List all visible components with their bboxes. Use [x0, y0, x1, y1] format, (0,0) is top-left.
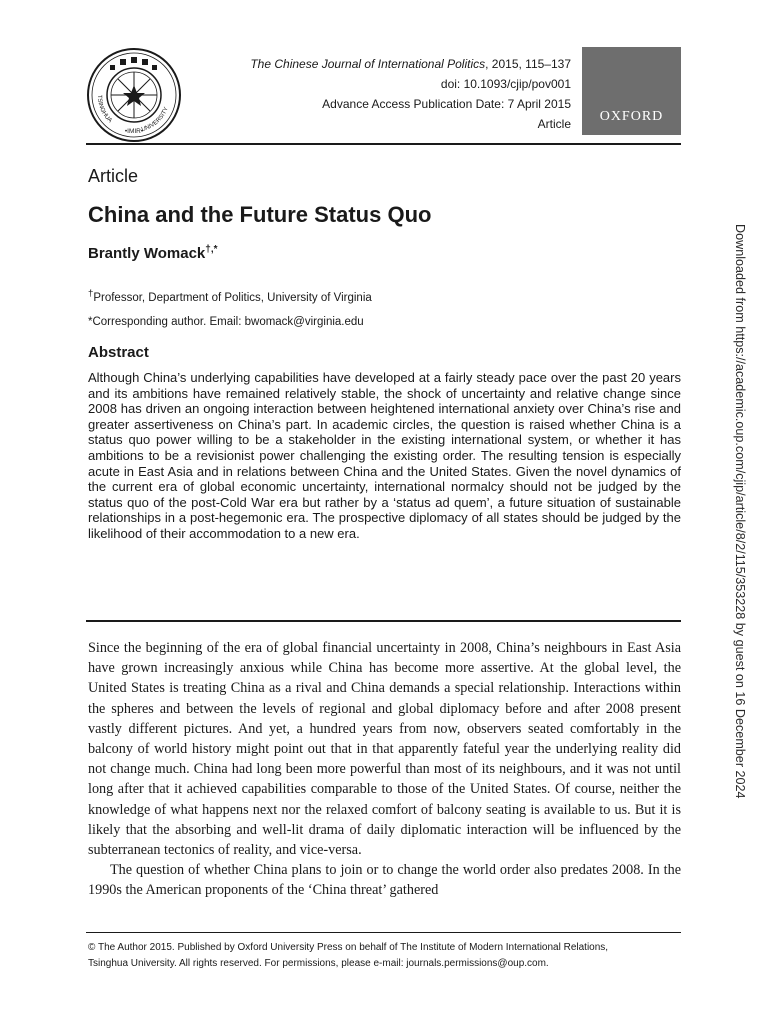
doi[interactable]: doi: 10.1093/cjip/pov001	[440, 77, 571, 91]
affiliation-mark: †	[88, 288, 94, 299]
author-name-text: Brantly Womack	[88, 245, 206, 262]
article-type: Article	[537, 117, 571, 131]
journal-title: The Chinese Journal of International Politics	[250, 57, 486, 71]
header-divider	[86, 143, 681, 145]
journal-citation	[190, 54, 571, 74]
tsinghua-seal-logo	[86, 47, 182, 143]
abstract-heading: Abstract	[88, 344, 149, 361]
corresponding-author: *Corresponding author. Email: bwomack@virginia.edu	[88, 316, 364, 328]
author-marks: †,*	[205, 244, 218, 255]
svg-text:TSINGHUA: TSINGHUA	[95, 94, 113, 125]
footer-divider	[86, 932, 681, 933]
advance-access-date: Advance Access Publication Date: 7 April 2015	[322, 97, 571, 111]
abstract-divider	[86, 620, 681, 622]
copyright-line-1: © The Author 2015. Published by Oxford University Press on behalf of The Institute of Modern International Relations,	[88, 942, 609, 953]
journal-citation-block	[190, 54, 571, 134]
abstract-text: Although China’s underlying capabilities have developed at a fairly steady pace over the past 20 years and its ambitions have remained relatively stable, the shock of uncertainty and relative change since 2008 has driven an ongoing interaction between heightened international anxiety over China’s rise and greater assertiveness on China’s part. In academic circles, the question is raised whether China is a status quo power willing to be a stakeholder in the existing international system, or whether it has ambitions to be a revisionist power challenging the existing order. The resulting tension is especially acute in East Asia and in relations between China and the United States. Given the novel dynamics of the current era of global economic uncertainty, international normalcy should not be judged by the status quo of the post-Cold War era but rather by a ‘status ad quem’, a future situation of sustainable relationships in a post-hegemonic era. The prospective diplomacy of all states should be judged by the likelihood of their accommodation to a new era.	[88, 370, 681, 541]
oxford-logo	[582, 47, 681, 135]
copyright-line-2: Tsinghua University. All rights reserved. For permissions, please e-mail: journals.permissions@oup.com.	[88, 958, 549, 969]
svg-text:UNIVERSITY: UNIVERSITY	[140, 106, 170, 133]
body-paragraph-2: The question of whether China plans to join or to change the world order also predates 2008. In the 1990s the American proponents of the ‘China threat’ gathered	[88, 862, 681, 899]
article-title: China and the Future Status Quo	[88, 202, 432, 227]
oxford-logo-text: OXFORD	[599, 109, 664, 124]
download-watermark: Downloaded from https://academic.oup.com/cjip/article/8/2/115/353228 by guest on 16 December 2024	[733, 224, 747, 799]
section-label: Article	[88, 166, 139, 186]
affiliation-text: Professor, Department of Politics, University of Virginia	[93, 291, 372, 304]
journal-details: , 2015, 115–137	[485, 57, 571, 71]
svg-text:•IMIR•: •IMIR•	[124, 128, 144, 135]
body-text	[88, 638, 681, 901]
author-name	[88, 244, 218, 262]
body-paragraph-1: Since the beginning of the era of global financial uncertainty in 2008, China’s neighbours in East Asia have grown increasingly anxious while China has become more assertive. At the global level, the United States is treating China as a rival and China demands a special relationship. Interactions within the spheres and between the levels of regional and global diplomacy before and after 2008 present vastly different pictures. And yet, a hundred years from now, observers seated comfortably in the balcony of world history might point out that in that apparently fateful year the underlying reality did not change much. China had long been more powerful than most of its neighbours, and it was not until long after that it achieved capabilities comparable to those of the United States. Of course, neither the knowledge of what happens next nor the relaxed comfort of balcony seating is available to us. But it is likely that the absorbing and well-lit drama of daily diplomatic interaction will be influenced by the subterranean tectonics of reality, and vice-versa.	[88, 640, 681, 859]
affiliation	[88, 288, 372, 304]
copyright-footer	[88, 940, 688, 972]
